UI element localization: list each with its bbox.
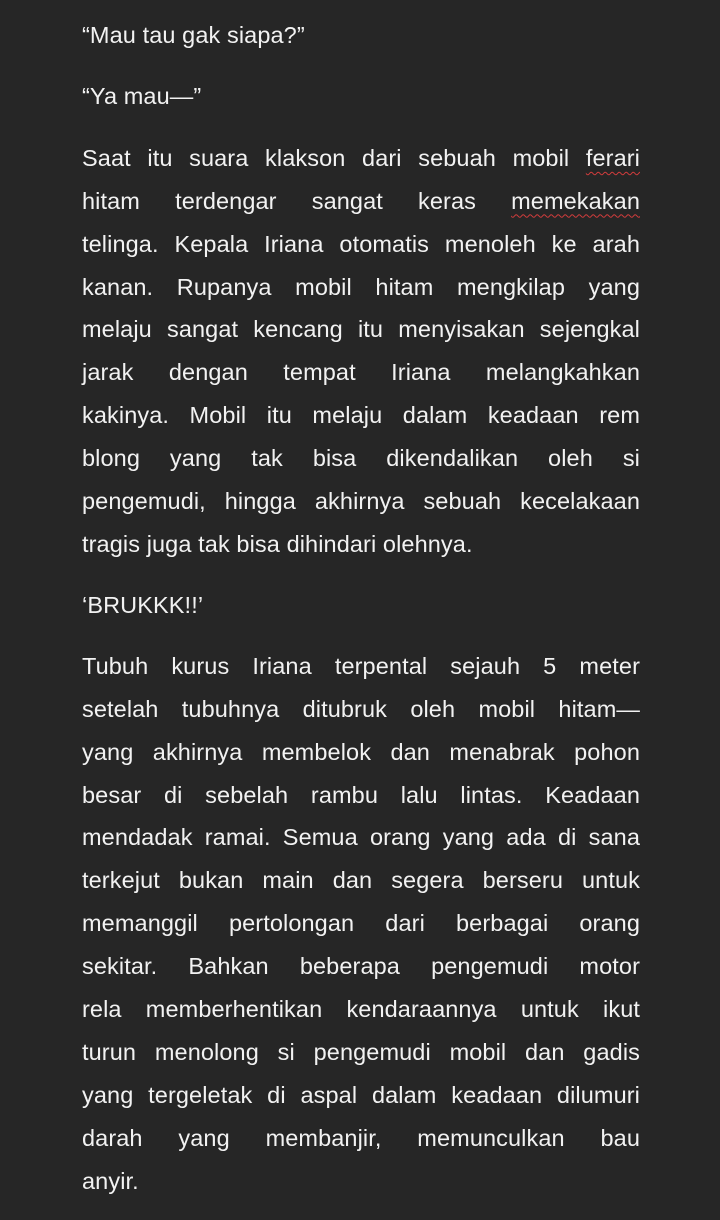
paragraph-1-line: Saat itu suara klakson dari sebuah mobil ferari — [82, 144, 640, 171]
dialog-line-2: “Ya mau—” — [82, 82, 202, 109]
paragraph-1-line: jarak dengan tempat Iriana melangkahkan — [82, 359, 640, 386]
document-page — [82, 14, 640, 1203]
paragraph-2-line: mendadak ramai. Semua orang yang ada di sana — [82, 824, 640, 851]
paragraph-1-line: pengemudi, hingga akhirnya sebuah kecelakaan — [82, 488, 640, 515]
paragraph-2-line: Tubuh kurus Iriana terpental sejauh 5 meter — [82, 652, 640, 679]
paragraph-2-line: besar di sebelah rambu lalu lintas. Keadaan — [82, 781, 640, 808]
paragraph-1-line: melaju sangat kencang itu menyisakan sejengkal — [82, 316, 640, 343]
paragraph-1-line: telinga. Kepala Iriana otomatis menoleh ke arah — [82, 230, 640, 257]
paragraph-1 — [82, 137, 640, 566]
paragraph-2-line: terkejut bukan main dan segera berseru untuk — [82, 867, 640, 894]
paragraph-2-line: yang akhirnya membelok dan menabrak pohon — [82, 738, 640, 765]
paragraph-2-line: setelah tubuhnya ditubruk oleh mobil hitam— — [82, 695, 640, 722]
paragraph-2-line: memanggil pertolongan dari berbagai orang — [82, 910, 640, 937]
paragraph-2 — [82, 645, 640, 1203]
paragraph-2-line: sekitar. Bahkan beberapa pengemudi motor — [82, 953, 640, 980]
paragraph-1-line: blong yang tak bisa dikendalikan oleh si — [82, 445, 640, 472]
paragraph-1-line: kanan. Rupanya mobil hitam mengkilap yang — [82, 273, 640, 300]
paragraph-2-line: darah yang membanjir, memunculkan bau — [82, 1124, 640, 1151]
paragraph-2-line: rela memberhentikan kendaraannya untuk ikut — [82, 996, 640, 1023]
paragraph-1-line: hitam terdengar sangat keras memekakan — [82, 187, 640, 214]
spellcheck-flagged-word[interactable]: memekakan — [511, 187, 640, 214]
dialog-line-1: “Mau tau gak siapa?” — [82, 22, 305, 48]
paragraph-2-line: yang tergeletak di aspal dalam keadaan dilumuri — [82, 1081, 640, 1108]
paragraph-1-line: kakinya. Mobil itu melaju dalam keadaan rem — [82, 402, 640, 429]
paragraph-2-line: anyir. — [82, 1167, 139, 1194]
sound-effect-text: ‘BRUKKK!!’ — [82, 591, 204, 618]
spellcheck-flagged-word[interactable]: ferari — [585, 144, 640, 171]
paragraph-1-line: tragis juga tak bisa dihindari olehnya. — [82, 530, 473, 557]
paragraph-2-line: turun menolong si pengemudi mobil dan gadis — [82, 1038, 640, 1065]
